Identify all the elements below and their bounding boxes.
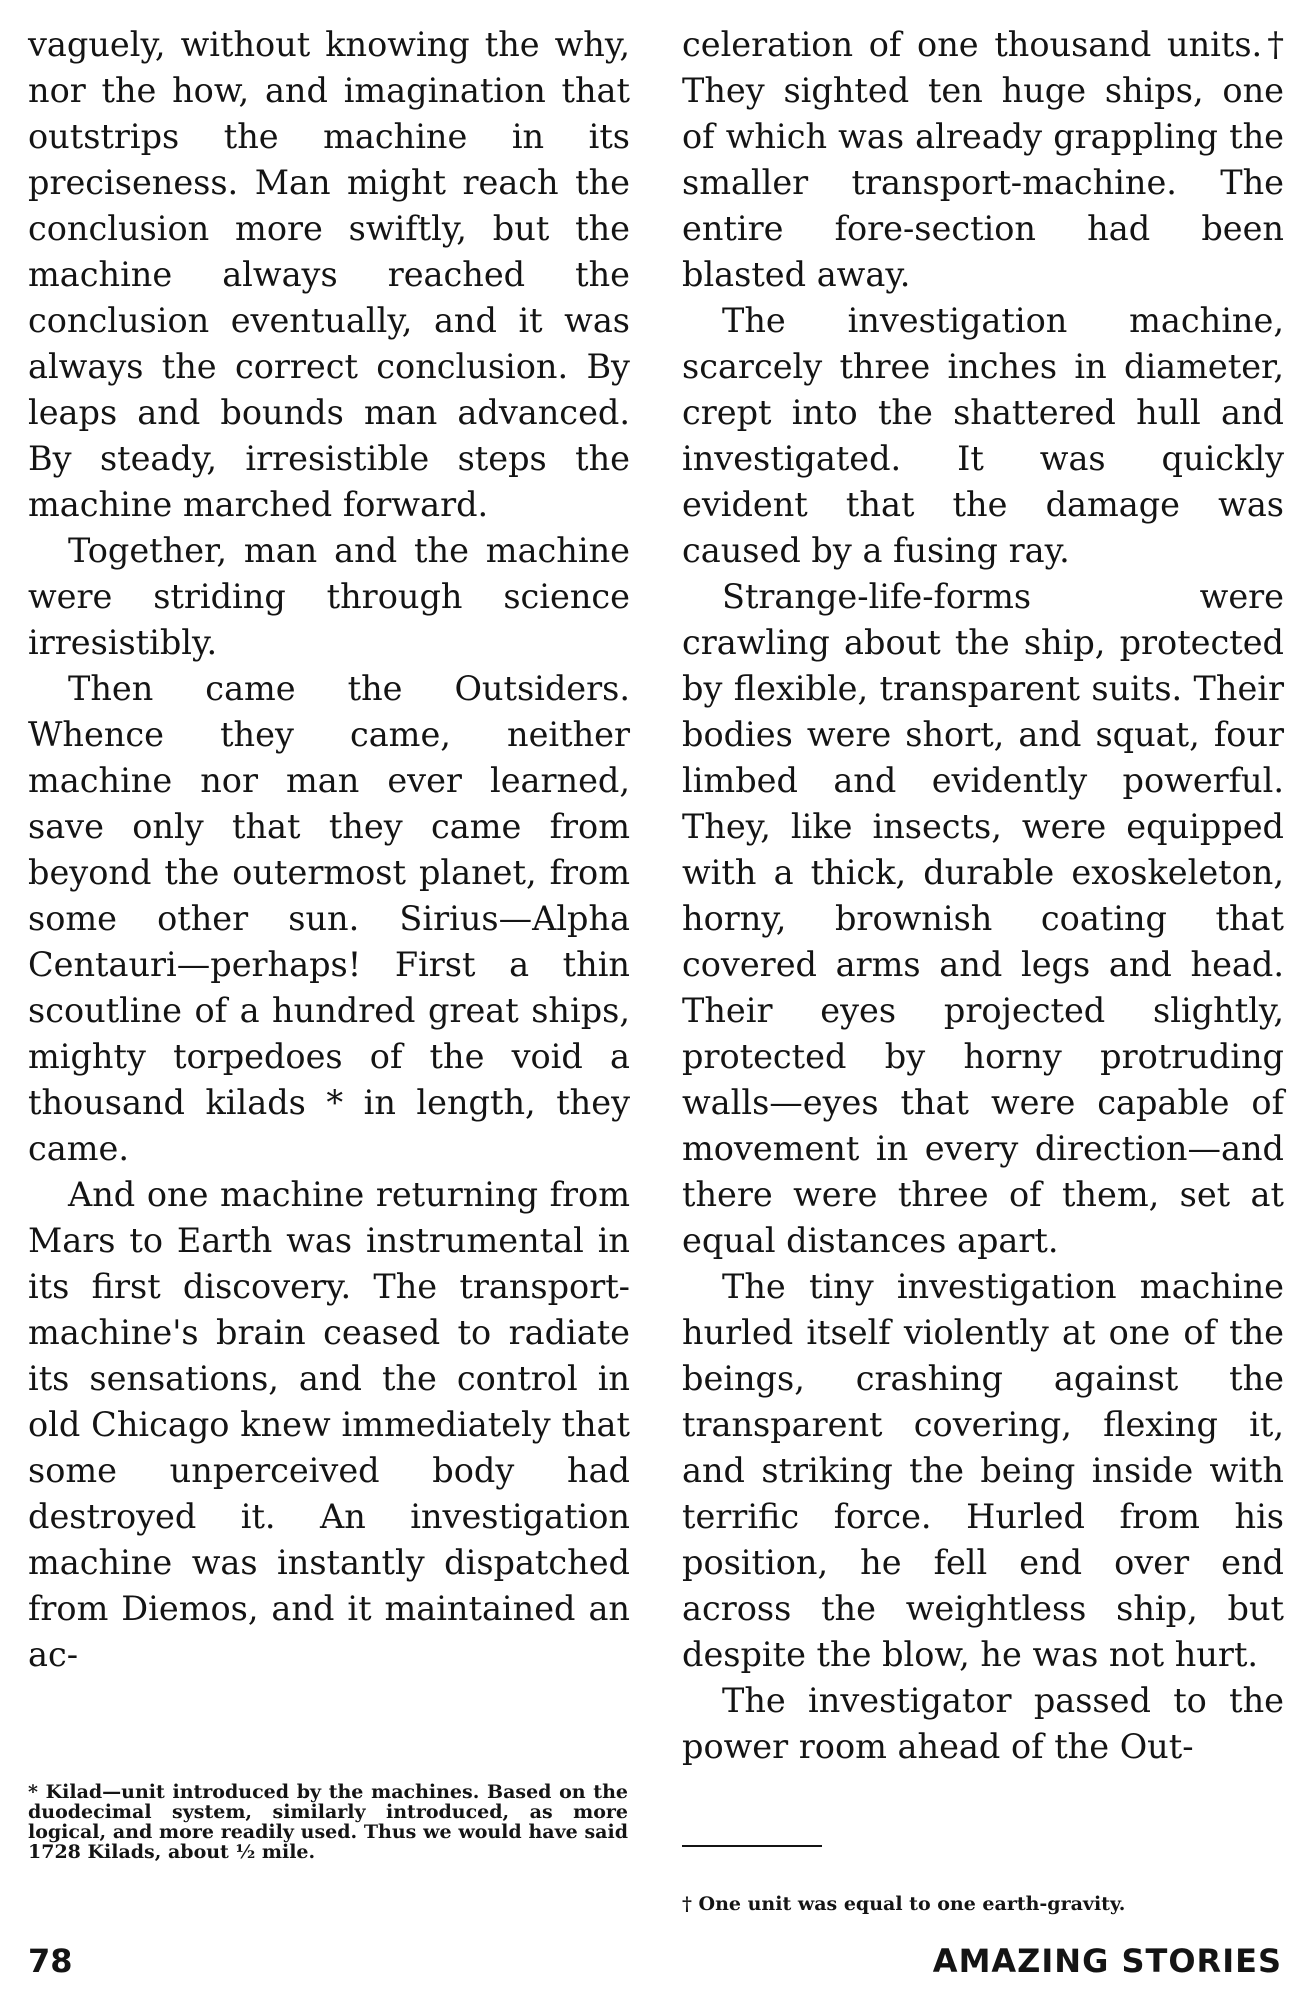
left-paragraph-3: Then came the Outsiders. Whence they came, neither machine nor man ever learned, save only that they came from beyond the outermost planet, from some other sun. Sirius—Alpha Centauri—perhaps! First a thin scoutline of a hundred great ships, mighty torpedoes of the void a thousand kilads * in length, they came.	[28, 669, 630, 1168]
right-column	[682, 22, 1284, 1770]
footnote-rule	[682, 1845, 822, 1847]
left-paragraph-2: Together, man and the machine were striding through science irresistibly.	[28, 531, 630, 662]
magazine-title: AMAZING STORIES	[932, 1942, 1282, 1980]
left-column	[28, 22, 630, 1678]
right-paragraph-3: Strange-life-forms were crawling about the ship, protected by flexible, transparent suits. Their bodies were short, and squat, four limbed and evidently powerful. They, like insects, were equipped with a thick, durable exoskeleton, horny, brownish coating that covered arms and legs and head. Their eyes projected slightly, protected by horny protruding walls—eyes that were capable of movement in every direction—and there were three of them, set at equal distances apart.	[682, 577, 1284, 1260]
right-paragraph-5: The investigator passed to the power room ahead of the Out-	[682, 1681, 1284, 1766]
left-paragraph-4: And one machine returning from Mars to Earth was instrumental in its first discovery. The transport-machine's brain ceased to radiate its sensations, and the control in old Chicago knew immediately that some unperceived body had destroyed it. An investigation machine was instantly dispatched from Diemos, and it maintained an ac-	[28, 1175, 630, 1674]
right-paragraph-2: The investigation machine, scarcely three inches in diameter, crept into the shattered hull and investigated. It was quickly evident that the damage was caused by a fusing ray.	[682, 301, 1284, 570]
right-paragraph-4: The tiny investigation machine hurled itself violently at one of the beings, crashing against the transparent covering, flexing it, and striking the being inside with terrific force. Hurled from his position, he fell end over end across the weightless ship, but despite the blow, he was not hurt.	[682, 1267, 1284, 1674]
left-paragraph-1: vaguely, without knowing the why, nor the how, and imagination that outstrips the machine in its preciseness. Man might reach the conclusion more swiftly, but the machine always reached the conclusion eventually, and it was always the correct conclusion. By leaps and bounds man advanced. By steady, irresistible steps the machine marched forward.	[28, 25, 630, 524]
page-number: 78	[28, 1942, 73, 1980]
right-footnote: † One unit was equal to one earth-gravity.	[682, 1893, 1126, 1915]
right-paragraph-1: celeration of one thousand units.† They sighted ten huge ships, one of which was already grappling the smaller transport-machine. The entire fore-section had been blasted away.	[682, 25, 1284, 294]
left-footnote: * Kilad—unit introduced by the machines. Based on the duodecimal system, similarly introduced, as more logical, and more readily used. Thus we would have said 1728 Kilads, about ½ mile.	[28, 1781, 628, 1863]
